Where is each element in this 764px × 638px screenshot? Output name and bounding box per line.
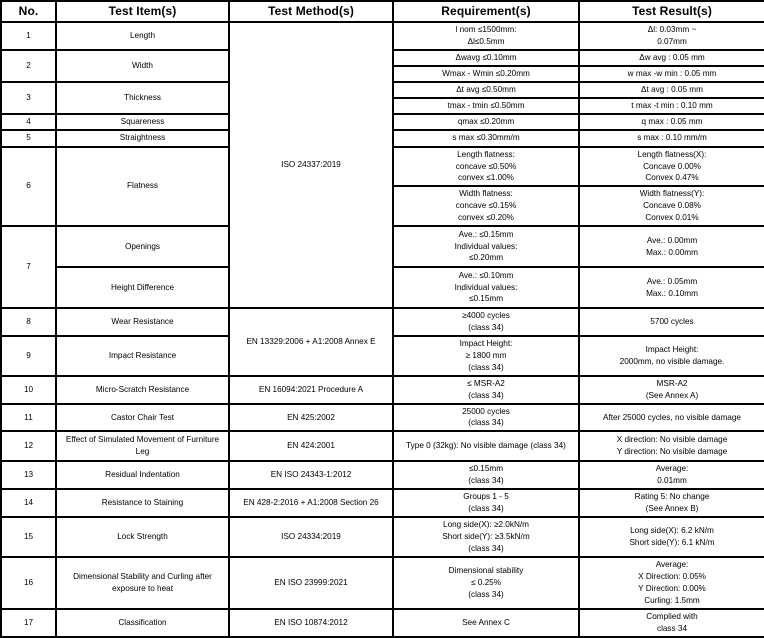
test-result — [579, 376, 764, 404]
requirement-line: Ave.: ≤0.10mm — [458, 270, 514, 280]
test-result-line: w max -w min : 0.05 mm — [627, 68, 717, 78]
test-result — [579, 404, 764, 432]
column-header-test-result: Test Result(s) — [579, 1, 764, 22]
table-row — [1, 557, 764, 609]
table-row — [1, 431, 764, 461]
test-result — [579, 50, 764, 66]
row-number: 1 — [1, 22, 56, 50]
test-result-line: Impact Height: — [645, 344, 699, 354]
test-result — [579, 98, 764, 114]
test-method: EN ISO 24343-1:2012 — [229, 461, 393, 489]
requirement-line: s max ≤0.30mm/m — [452, 133, 520, 143]
requirement-line: Ave.: ≤0.15mm — [458, 229, 514, 239]
requirement-line: See Annex C — [462, 617, 510, 627]
test-item: Resistance to Staining — [56, 489, 229, 517]
table-body — [1, 22, 764, 637]
test-result-line: X direction: No visible damage — [616, 435, 728, 445]
requirement — [393, 489, 579, 517]
test-result-line: 0.01mm — [657, 476, 687, 486]
column-header-test-item: Test Item(s) — [56, 1, 229, 22]
requirement — [393, 114, 579, 130]
test-result — [579, 22, 764, 50]
requirement-line: ≤ MSR-A2 — [467, 378, 505, 388]
requirement-line: Δl≤0.5mm — [467, 36, 505, 46]
requirement-line: qmax ≤0.20mm — [457, 116, 515, 126]
requirement-line: Long side(X): ≥2.0kN/m — [443, 520, 529, 530]
test-result-line: Δt avg : 0.05 mm — [641, 84, 703, 94]
test-item: Openings — [56, 226, 229, 267]
requirement-line: Type 0 (32kg): No visible damage (class 34) — [406, 441, 566, 451]
requirement — [393, 147, 579, 187]
test-result — [579, 66, 764, 82]
test-item: Micro-Scratch Resistance — [56, 376, 229, 404]
requirement-line: ≤0.15mm — [468, 294, 504, 304]
row-number: 2 — [1, 50, 56, 82]
test-result-line: Max.: 0.10mm — [646, 288, 698, 298]
requirement — [393, 82, 579, 98]
test-result — [579, 147, 764, 187]
test-result — [579, 267, 764, 308]
test-result-line: q max : 0.05 mm — [641, 116, 703, 126]
row-number: 16 — [1, 557, 56, 609]
table-row — [1, 376, 764, 404]
test-method: EN 16094:2021 Procedure A — [229, 376, 393, 404]
test-result — [579, 557, 764, 609]
requirement-line: Impact Height: — [459, 338, 513, 348]
test-result — [579, 489, 764, 517]
test-result — [579, 308, 764, 336]
requirement — [393, 404, 579, 432]
requirement-line: (class 34) — [468, 504, 504, 514]
requirement-line: ≤0.20mm — [468, 253, 504, 263]
test-item: Effect of Simulated Movement of Furniture Leg — [56, 431, 229, 461]
row-number: 5 — [1, 130, 56, 147]
requirement-line: ≥4000 cycles — [462, 311, 510, 321]
requirement-line: Width flatness: — [459, 189, 513, 199]
requirement-line: Wmax - Wmin ≤0.20mm — [442, 68, 530, 78]
requirement — [393, 308, 579, 336]
row-number: 3 — [1, 82, 56, 114]
requirement — [393, 517, 579, 557]
test-result-line: Width flatness(Y): — [639, 189, 705, 199]
row-number: 13 — [1, 461, 56, 489]
row-number: 4 — [1, 114, 56, 130]
test-item: Lock Strength — [56, 517, 229, 557]
requirement — [393, 376, 579, 404]
requirement-line: tmax - tmin ≤0.50mm — [447, 100, 525, 110]
requirement-line: ≥ 1800 mm — [465, 350, 507, 360]
requirement-line: Individual values: — [454, 282, 518, 292]
requirement-line: 25000 cycles — [462, 406, 510, 416]
requirement-line: Groups 1 - 5 — [463, 492, 509, 502]
test-result-line: Length flatness(X): — [637, 149, 707, 159]
test-result-line: Ave.: 0.05mm — [646, 276, 698, 286]
requirement — [393, 431, 579, 461]
test-result-line: Average: — [655, 560, 689, 570]
requirement-line: convex ≤1.00% — [458, 173, 514, 183]
requirement-line: Δt avg ≤0.50mm — [456, 84, 516, 94]
column-header-no: No. — [1, 1, 56, 22]
test-result-line: 5700 cycles — [650, 316, 694, 326]
requirement-line: (class 34) — [468, 543, 504, 553]
requirement-line: ≤ 0.25% — [471, 577, 501, 587]
test-item: Impact Resistance — [56, 336, 229, 376]
test-result — [579, 609, 764, 637]
test-method: EN ISO 23999:2021 — [229, 557, 393, 609]
requirement — [393, 50, 579, 66]
requirement-line: l nom ≤1500mm: — [455, 25, 517, 34]
test-item: Classification — [56, 609, 229, 637]
test-item: Flatness — [56, 147, 229, 226]
test-result-line: 2000mm, no visible damage. — [619, 356, 725, 366]
test-result-line: Curling: 1.5mm — [644, 595, 700, 605]
requirement-line: (class 34) — [468, 589, 504, 599]
row-number: 8 — [1, 308, 56, 336]
test-item: Width — [56, 50, 229, 82]
requirement-line: concave ≤0.15% — [455, 201, 517, 211]
row-number: 14 — [1, 489, 56, 517]
test-method: EN ISO 10874:2012 — [229, 609, 393, 637]
test-result-line: Rating 5: No change — [634, 492, 710, 502]
requirement-line: Individual values: — [454, 241, 518, 251]
table-row — [1, 609, 764, 637]
requirement — [393, 226, 579, 267]
column-header-requirement: Requirement(s) — [393, 1, 579, 22]
test-result-line: Convex 0.47% — [645, 173, 699, 183]
requirement — [393, 66, 579, 82]
requirement — [393, 461, 579, 489]
test-result-line: Concave 0.08% — [643, 201, 701, 211]
test-result-line: Short side(Y): 6.1 kN/m — [629, 537, 715, 547]
test-result-line: Long side(X): 6.2 kN/m — [630, 526, 714, 536]
requirement-line: (class 34) — [468, 476, 504, 486]
test-result — [579, 336, 764, 376]
test-method: EN 424:2001 — [229, 431, 393, 461]
test-result-line: s max : 0.10 mm/m — [637, 133, 707, 143]
requirement-line: Dimensional stability — [448, 566, 524, 576]
requirement — [393, 186, 579, 226]
test-result-line: Max.: 0.00mm — [646, 247, 698, 257]
test-result — [579, 130, 764, 147]
requirement — [393, 22, 579, 50]
test-method: EN 425:2002 — [229, 404, 393, 432]
requirement-line: (class 34) — [468, 322, 504, 332]
test-result-line: Δl: 0.03mm ~ — [647, 25, 697, 34]
table-row — [1, 517, 764, 557]
test-result — [579, 517, 764, 557]
table-row — [1, 461, 764, 489]
test-result — [579, 461, 764, 489]
test-result-line: Δw avg : 0.05 mm — [639, 52, 705, 62]
test-item: Castor Chair Test — [56, 404, 229, 432]
requirement — [393, 267, 579, 308]
test-result-line: Concave 0.00% — [643, 161, 701, 171]
test-result-line: (See Annex B) — [645, 504, 699, 514]
test-result-line: After 25000 cycles, no visible damage — [603, 412, 741, 422]
requirement-line: (class 34) — [468, 362, 504, 372]
row-number: 17 — [1, 609, 56, 637]
row-number: 7 — [1, 226, 56, 308]
test-result — [579, 82, 764, 98]
test-method: EN 13329:2006 + A1:2008 Annex E — [229, 308, 393, 376]
table-row — [1, 308, 764, 336]
requirement — [393, 130, 579, 147]
requirement-line: (class 34) — [468, 418, 504, 428]
table-row — [1, 404, 764, 432]
table-header-row — [1, 1, 764, 22]
test-item: Dimensional Stability and Curling after exposure to heat — [56, 557, 229, 609]
test-method: EN 428-2:2016 + A1:2008 Section 26 — [229, 489, 393, 517]
requirement — [393, 557, 579, 609]
requirement-line: concave ≤0.50% — [455, 161, 517, 171]
test-item: Thickness — [56, 82, 229, 114]
test-item: Straightness — [56, 130, 229, 147]
table-row — [1, 489, 764, 517]
test-result-line: X Direction: 0.05% — [638, 572, 706, 582]
requirement-line: Δwavg ≤0.10mm — [455, 52, 517, 62]
requirement-line: ≤0.15mm — [468, 464, 504, 474]
table-row — [1, 22, 764, 50]
test-method: ISO 24334:2019 — [229, 517, 393, 557]
test-item: Height Difference — [56, 267, 229, 308]
column-header-test-method: Test Method(s) — [229, 1, 393, 22]
test-item: Length — [56, 22, 229, 50]
requirement — [393, 336, 579, 376]
test-result-line: Convex 0.01% — [645, 213, 699, 223]
test-result-line: (See Annex A) — [645, 390, 699, 400]
test-method: ISO 24337:2019 — [229, 22, 393, 308]
test-result-line: Complied with — [646, 611, 698, 621]
row-number: 9 — [1, 336, 56, 376]
requirement-line: convex ≤0.20% — [458, 213, 514, 223]
row-number: 12 — [1, 431, 56, 461]
requirement-line: Short side(Y): ≥3.5kN/m — [442, 531, 530, 541]
test-item: Wear Resistance — [56, 308, 229, 336]
test-result-line: class 34 — [656, 623, 688, 633]
test-result-line: Y direction: No visible damage — [616, 447, 728, 457]
test-result-line: MSR-A2 — [656, 378, 688, 388]
test-result-line: Y Direction: 0.00% — [638, 583, 706, 593]
row-number: 15 — [1, 517, 56, 557]
requirement-line: (class 34) — [468, 390, 504, 400]
test-result — [579, 431, 764, 461]
row-number: 10 — [1, 376, 56, 404]
requirement-line: Length flatness: — [457, 149, 515, 159]
test-result-line: Ave.: 0.00mm — [646, 235, 698, 245]
requirement — [393, 98, 579, 114]
row-number: 6 — [1, 147, 56, 226]
requirement — [393, 609, 579, 637]
test-result-line: 0.07mm — [657, 36, 687, 46]
test-result — [579, 114, 764, 130]
row-number: 11 — [1, 404, 56, 432]
test-result — [579, 226, 764, 267]
test-result — [579, 186, 764, 226]
test-item: Squareness — [56, 114, 229, 130]
test-result-line: t max -t min : 0.10 mm — [631, 100, 713, 110]
test-result-line: Average: — [655, 464, 689, 474]
test-item: Residual Indentation — [56, 461, 229, 489]
